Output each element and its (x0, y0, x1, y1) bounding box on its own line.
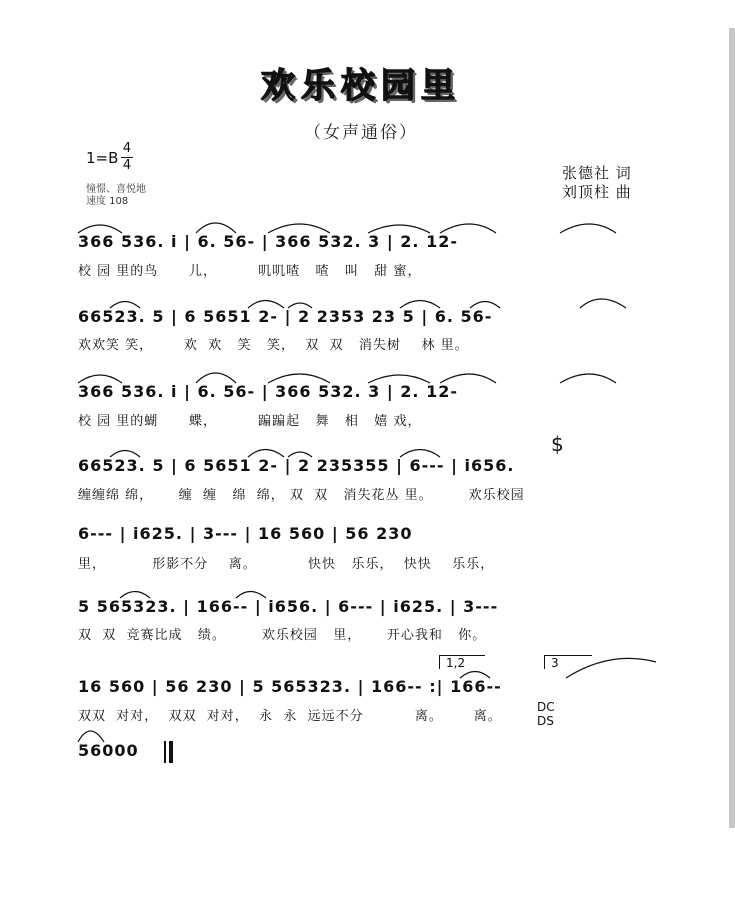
lyrics-line-5: 里， 形影不分 离。 快快 乐乐， 快快 乐乐， (78, 557, 495, 572)
segno-sign: $ (551, 432, 564, 456)
time-top: 4 (122, 141, 132, 156)
time-bottom: 4 (122, 158, 132, 173)
key-signature: 1=B (86, 149, 119, 167)
song-title: 欢乐校园里 (261, 66, 461, 106)
volta-2-label: 3 (551, 656, 559, 670)
lyrics-line-6: 双 双 竞赛比成 绩。 欢乐校园 里， 开心我和 你。 (78, 628, 487, 643)
notes-line-5: 6--- | i625. | 3--- | 16 560 | 56 230 (78, 524, 413, 543)
notes-line-7: 16 560 | 56 230 | 5 565323. | 166-- :| 166-- (78, 677, 502, 696)
lyrics-line-1: 校 园 里的鸟 儿， 叽叽喳 喳 叫 甜 蜜， (78, 264, 422, 279)
lyricist-credit: 张德社 词 (562, 164, 632, 182)
song-subtitle: （女声通俗） (304, 123, 418, 143)
lyrics-line-3: 校 园 里的蝴 蝶， 蹁蹁起 舞 相 嬉 戏， (78, 414, 422, 429)
dc-label: DC (537, 700, 555, 714)
notes-line-8: 56000 (78, 741, 139, 760)
notes-line-1: 366 536. i | 6. 56- | 366 532. 3 | 2. 12- (78, 232, 458, 251)
notes-line-3: 366 536. i | 6. 56- | 366 532. 3 | 2. 12- (78, 382, 458, 401)
volta-1-label: 1,2 (446, 656, 466, 670)
lyrics-line-7: 双双 对对， 双双 对对， 永 永 远远不分 离。 离。 (78, 709, 502, 724)
composer-credit: 刘顶柱 曲 (562, 183, 632, 201)
notes-line-6: 5 565323. | 166-- | i656. | 6--- | i625. | 3--- (78, 597, 499, 616)
mood-marking: 憧憬、喜悦地 (86, 184, 146, 195)
tempo-marking: 速度 108 (86, 196, 129, 207)
notes-line-2: 66523. 5 | 6 5651 2- | 2 2353 23 5 | 6. 56- (78, 307, 493, 326)
lyrics-line-4: 缠缠绵 绵， 缠 缠 绵 绵， 双 双 消失花丛 里。 欢乐校园 (78, 488, 525, 503)
ds-label: DS (537, 714, 554, 728)
notes-line-4: 66523. 5 | 6 5651 2- | 2 235355 | 6--- | i656. (78, 456, 515, 475)
lyrics-line-2: 欢欢笑 笑， 欢 欢 笑 笑， 双 双 消失树 林 里。 (78, 338, 469, 353)
